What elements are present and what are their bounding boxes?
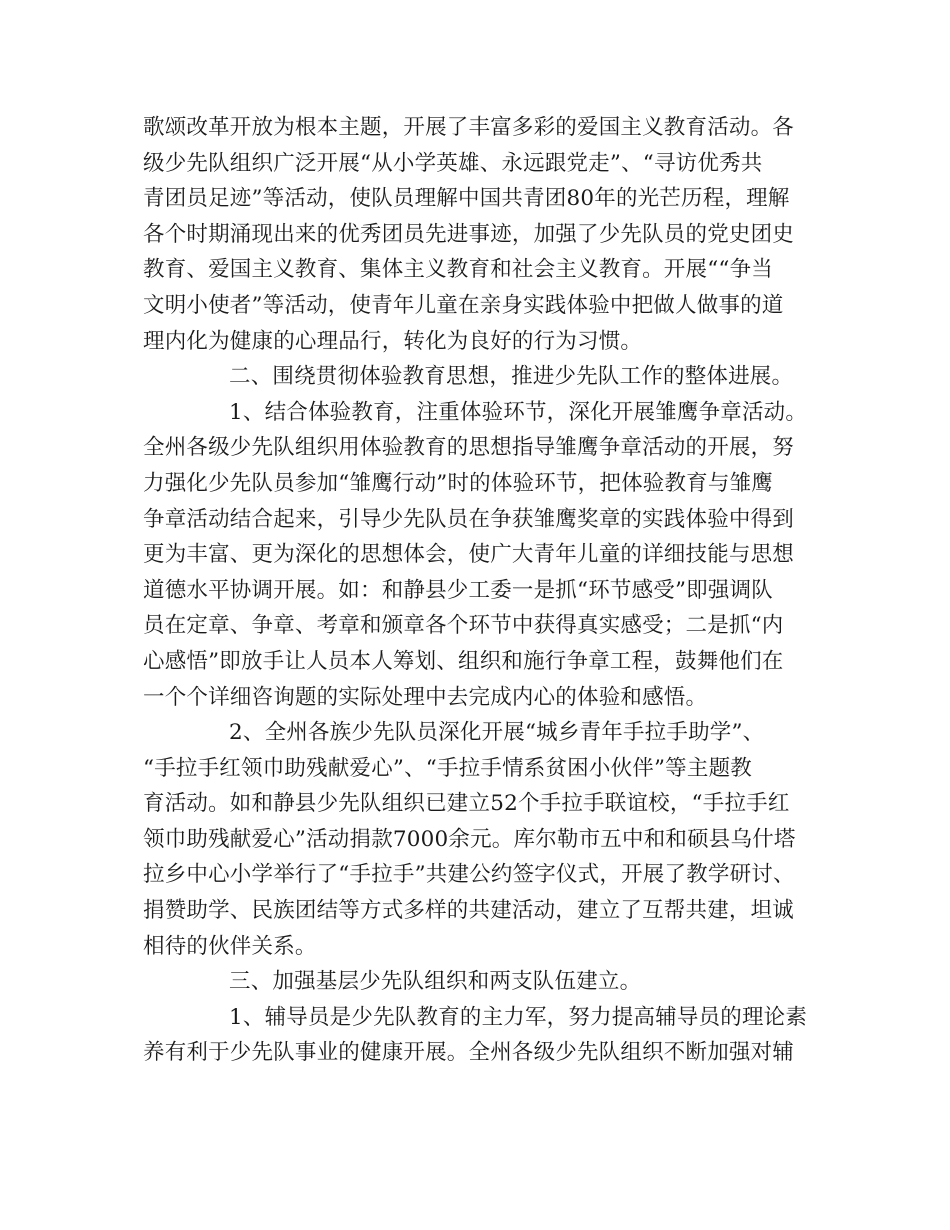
paragraph-start: 1、辅导员是少先队教育的主力军，努力提高辅导员的理论素	[229, 1004, 808, 1030]
document-body	[143, 110, 815, 1071]
text-line: 领巾助残献爱心”活动捐款7000余元。库尔勒市五中和和硕县乌什塔	[143, 826, 796, 852]
text-line: 青团员足迹”等活动，使队员理解中国共青团80年的光芒历程，理解	[143, 186, 790, 212]
text-line: 更为丰富、更为深化的思想体会，使广大青年儿童的详细技能与思想	[143, 542, 795, 568]
text-line: 道德水平协调开展。如：和静县少工委一是抓“环节感受”即强调队	[143, 577, 773, 603]
text-line: 育活动。如和静县少先队组织已建立52个手拉手联谊校，“手拉手红	[143, 791, 790, 817]
text-line: 员在定章、争章、考章和颁章各个环节中获得真实感受；二是抓“内	[143, 613, 784, 639]
text-line: 拉乡中心小学举行了“手拉手”共建公约签字仪式，开展了教学研讨、	[143, 862, 795, 888]
text-line: 争章活动结合起来，引导少先队员在争获雏鹰奖章的实践体验中得到	[143, 506, 795, 532]
text-line: 一个个详细咨询题的实际处理中去完成内心的体验和感悟。	[143, 684, 708, 710]
text-line: 养有利于少先队事业的健康开展。全州各级少先队组织不断加强对辅	[143, 1040, 795, 1066]
text-line: 级少先队组织广泛开展“从小学英雄、永远跟党走”、“寻访优秀共	[143, 150, 763, 176]
paragraph-start: 2、全州各族少先队员深化开展“城乡青年手拉手助学”、	[229, 720, 765, 746]
text-line: 全州各级少先队组织用体验教育的思想指导雏鹰争章活动的开展，努	[143, 435, 795, 461]
subsection-heading: 1、结合体验教育，注重体验环节，深化开展雏鹰争章活动。	[229, 399, 808, 425]
text-line: 捐赞助学、民族团结等方式多样的共建活动，建立了互帮共建，坦诚	[143, 898, 795, 924]
text-line: 歌颂改革开放为根本主题，开展了丰富多彩的爱国主义教育活动。各	[143, 115, 795, 140]
text-line: 各个时期涌现出来的优秀团员先进事迹，加强了少先队员的党史团史	[143, 221, 795, 247]
section-heading-2: 二、围绕贯彻体验教育思想，推进少先队工作的整体进展。	[229, 364, 794, 390]
text-line: 相待的伙伴关系。	[143, 933, 317, 959]
section-heading-3: 三、加强基层少先队组织和两支队伍建立。	[229, 969, 642, 995]
text-line: 心感悟”即放手让人员本人筹划、组织和施行争章工程，鼓舞他们在	[143, 648, 784, 674]
text-line: 理内化为健康的心理品行，转化为良好的行为习惯。	[143, 328, 643, 354]
text-line: 文明小使者”等活动，使青年儿童在亲身实践体验中把做人做事的道	[143, 292, 784, 318]
text-line: “手拉手红领巾助残献爱心”、“手拉手情系贫困小伙伴”等主题教	[143, 755, 752, 781]
text-line: 力强化少先队员参加“雏鹰行动”时的体验环节，把体验教育与雏鹰	[143, 470, 773, 496]
text-line: 教育、爱国主义教育、集体主义教育和社会主义教育。开展““争当	[143, 257, 773, 283]
